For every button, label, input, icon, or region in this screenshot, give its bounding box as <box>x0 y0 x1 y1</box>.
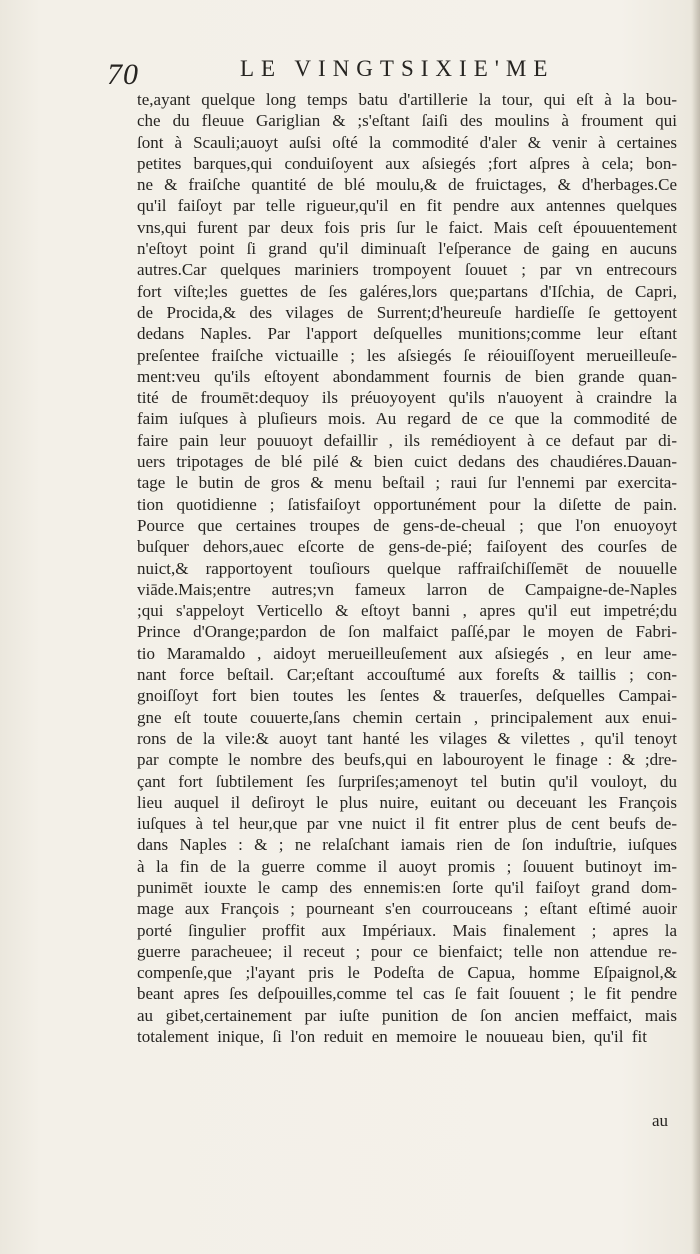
text-line: porté ſingulier proffit aux Impériaux. Mais finalement ; apres la <box>137 920 677 940</box>
text-line: totalement inique, ſi l'on reduit en memoire le nouueau bien, qu'il fit <box>137 1027 647 1047</box>
text-line: nant force beſtail. Car;eſtant accouſtumé aux foreſts & taillis ; con- <box>137 665 677 685</box>
text-line: petites barques,qui conduiſoyent aux aſsiegés ;fort aſpres à cela; bon- <box>137 153 677 173</box>
text-line: dedans Naples. Par l'apport deſquelles munitions;comme leur eſtant <box>137 324 677 344</box>
page-edge-shadow <box>692 0 700 1254</box>
text-line: viāde.Mais;entre autres;vn fameux larron de Campaigne-de-Naples <box>137 579 677 599</box>
text-line: autres.Car quelques mariniers trompoyent ſouuet ; par vn entrecours <box>137 260 677 280</box>
text-line: nuict,& rapportoyent touſiours quelque raffraiſchiſſemēt de nouuelle <box>137 558 677 578</box>
running-head: LE VINGTSIXIE'ME <box>240 56 555 81</box>
text-line: çant fort ſubtilement ſes ſurpriſes;amenoyt tel butin qu'il vouloyt, du <box>137 771 677 791</box>
text-line: guerre paracheuee; il receut ; pour ce bienfaict; telle non attendue re- <box>137 941 677 961</box>
text-line: de Procida,& des vilages de Surrent;d'heureuſe hardieſſe ſe gettoyent <box>137 302 677 322</box>
text-line: n'eſtoyt point ſi grand qu'il diminuaſt l'eſperance de gaing en aucuns <box>137 239 677 259</box>
text-line: tité de froumēt:dequoy ils préuoyoyent qu'ils n'auoyent à craindre la <box>137 388 677 408</box>
text-line: beant apres ſes deſpouilles,comme tel cas ſe fait ſouuent ; le fit pendre <box>137 984 677 1004</box>
text-line: au gibet,certainement par iuſte punition de ſon ancien meffaict, mais <box>137 1005 677 1025</box>
text-line: Prince d'Orange;pardon de ſon malfaict paſſé,par le moyen de Fabri- <box>137 622 677 642</box>
text-line: faire pain leur pouuoyt defaillir , ils remédioyent à ce defaut par di- <box>137 430 677 450</box>
body-text <box>137 89 677 1047</box>
text-line: à la fin de la guerre comme il auoyt promis ; ſouuent butinoyt im- <box>137 856 677 876</box>
text-line: tage le butin de gros & menu beſtail ; raui ſur l'ennemi par exercita- <box>137 473 677 493</box>
text-line: compenſe,que ;l'ayant pris le Podeſta de Capua, homme Eſpaignol,& <box>137 963 677 983</box>
text-line: par compte le nombre des beufs,qui en labouroyent le finage : & ;dre- <box>137 750 677 770</box>
text-line: mage aux François ; pourneant s'en courrouceans ; eſtant eſtimé auoir <box>137 899 677 919</box>
text-line: lieu auquel il deſiroyt le plus nuire, euitant ou deceuant les François <box>137 792 677 812</box>
text-line: preſentee fraiſche victuaille ; les aſsiegés ſe réiouiſſoyent merueilleuſe- <box>137 345 677 365</box>
text-line: ſont à Scauli;auoyt auſsi oſté la commodité d'aler & venir à certaines <box>137 132 677 152</box>
text-line: fort viſte;les guettes de ſes galéres,lors que;partans d'Iſchia, de Capri, <box>137 281 677 301</box>
text-line: vns,qui furent par deux fois pris ſur le faict. Mais ceſt épouuentement <box>137 217 677 237</box>
text-line: che du fleuue Gariglian & ;s'eſtant ſaiſi des moulins à froument qui <box>137 111 677 131</box>
text-line: ment:veu qu'ils eſtoyent abondamment fournis de bien grande quan- <box>137 366 677 386</box>
text-line: tion quotidienne ; ſatisfaiſoyt opportunément pour la diſette de pain. <box>137 494 677 514</box>
text-line: gne eſt toute couuerte,ſans chemin certain , principalement aux enui- <box>137 707 677 727</box>
text-line: dans Naples : & ; ne relaſchant iamais rien de ſon induſtrie, iuſques <box>137 835 677 855</box>
text-line: qu'il faiſoyt par telle rigueur,qu'il en fit pendre aux antennes quelques <box>137 196 677 216</box>
page-number: 70 <box>107 58 139 91</box>
text-line: faim iuſques à pluſieurs mois. Au regard de ce que la commodité de <box>137 409 677 429</box>
text-line: gnoiſſoyt fort bien toutes les ſentes & trauerſes, deſquelles Campai- <box>137 686 677 706</box>
text-line: Pource que certaines troupes de gens-de-cheual ; que l'on enuoyoyt <box>137 515 677 535</box>
text-line: punimēt iouxte le camp des ennemis:en ſorte qu'il faiſoyt grand dom- <box>137 877 677 897</box>
text-line: uers tripotages de blé pilé & bien cuict dedans des chaudiéres.Dauan- <box>137 452 677 472</box>
text-line: buſquer dehors,auec eſcorte de gens-de-pié; faiſoyent des courſes de <box>137 537 677 557</box>
text-line: te,ayant quelque long temps batu d'artillerie la tour, qui eſt à la bou- <box>137 90 677 109</box>
text-line: tio Maramaldo , aidoyt merueilleuſement aux aſsiegés , en leur ame- <box>137 643 677 663</box>
text-line: rons de la vile:& auoyt tant hanté les vilages & vilettes , qu'il tenoyt <box>137 728 677 748</box>
catchword: au <box>652 1111 669 1130</box>
text-line: iuſques à tel heur,que par vne nuict il fit entrer plus de cent beufs de- <box>137 814 677 834</box>
text-line: ;qui s'appeloyt Verticello & eſtoyt banni , apres qu'il eut impetré;du <box>137 601 677 621</box>
text-line: ne & fraiſche quantité de blé moulu,& de fruictages, & d'herbages.Ce <box>137 175 677 195</box>
page-header <box>0 54 700 91</box>
